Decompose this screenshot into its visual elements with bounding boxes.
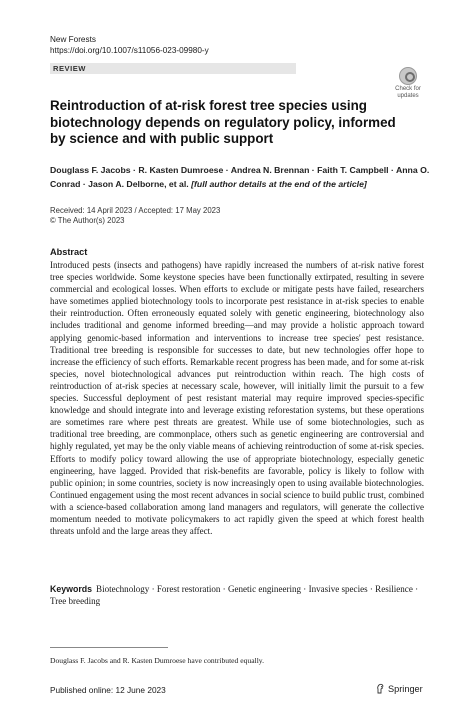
author-names: Douglass F. Jacobs · R. Kasten Dumroese · Andrea N. Brennan · Faith T. Campbell · Anna O. Conrad · Jason A. Delborne, et al. xyxy=(50,165,430,189)
springer-horse-icon xyxy=(376,683,385,694)
section-banner xyxy=(50,63,296,74)
section-label: REVIEW xyxy=(53,64,86,73)
publisher-name: Springer xyxy=(388,683,423,694)
badge-text-line2: updates xyxy=(397,92,419,99)
doi-link[interactable]: https://doi.org/10.1007/s11056-023-09980-y xyxy=(50,46,209,55)
publisher-logo xyxy=(376,683,423,694)
journal-name: New Forests xyxy=(50,35,96,44)
abstract-heading: Abstract xyxy=(50,247,88,257)
badge-text-line1: Check for xyxy=(395,86,421,92)
copyright-notice: © The Author(s) 2023 xyxy=(50,216,125,225)
article-title: Reintroduction of at-risk forest tree species using biotechnology depends on regulatory policy, informed by science and with public support xyxy=(50,98,396,146)
equal-contribution-footnote: Douglass F. Jacobs and R. Kasten Dumroese have contributed equally. xyxy=(50,656,265,665)
keywords-list: Biotechnology · Forest restoration · Genetic engineering · Invasive species · Resilience · Tree breeding xyxy=(50,584,419,607)
check-for-updates-badge[interactable] xyxy=(391,67,425,101)
abstract-text: Introduced pests (insects and pathogens) have rapidly increased the numbers of at-risk native forest tree species worldwide. Some keystone species have been functionally extirpated, resulting in severe commercial and ecological losses. When efforts to exclude or mitigate pests have failed, researchers have sometimes applied biotechnology tools to incorporate pest resistance in at-risk species to enable their reintroduction. Often erroneously equated solely with genetic engineering, biotechnology also includes traditional and genome informed breeding—and may provide a holistic approach toward applying genomic-based information and interventions to increase tree species' pest resistance. Traditional tree breeding is responsible for successes to date, but new technologies offer hope to increase the efficiency of such efforts. Remarkable recent progress has been made, and for some at-risk species, novel biotechnological advances put reintroduction within reach. The high costs of reintroduction of at-risk species at necessary scale, however, will initially limit the pursuit to a few species. Successful deployment of pest resistant material may require improved species-specific knowledge and should integrate into and leverage existing reforestation systems, but these operations are sometimes rare where pest threats are greatest. While use of some biotechnologies, such as traditional tree breeding, are commonplace, others such as genetic engineering are controversial and highly regulated, yet may be the only viable means of achieving reintroduction of some at-risk species. Efforts to modify policy toward allowing the use of appropriate biotechnology, especially genetic engineering, have lagged. Provided that risk-benefits are favorable, policy is likely to follow with public opinion; in some countries, society is now increasingly open to using available biotechnologies. Continued engagement using the most recent advances in social science to build public trust, combined with a science-based collaboration among land managers and regulators, will generate the collective momentum needed to motivate policymakers to act rapidly given the speed at which forest health threats unfold and the large areas they affect. xyxy=(50,260,424,537)
keywords-label: Keywords xyxy=(50,584,93,594)
received-accepted-dates: Received: 14 April 2023 / Accepted: 17 May 2023 xyxy=(50,206,221,215)
published-online-date: Published online: 12 June 2023 xyxy=(50,685,166,695)
keywords-section xyxy=(50,583,424,607)
footnote-divider xyxy=(50,647,168,648)
author-details-note[interactable]: [full author details at the end of the article] xyxy=(191,179,367,189)
author-list xyxy=(50,163,430,191)
check-updates-icon xyxy=(399,67,417,85)
